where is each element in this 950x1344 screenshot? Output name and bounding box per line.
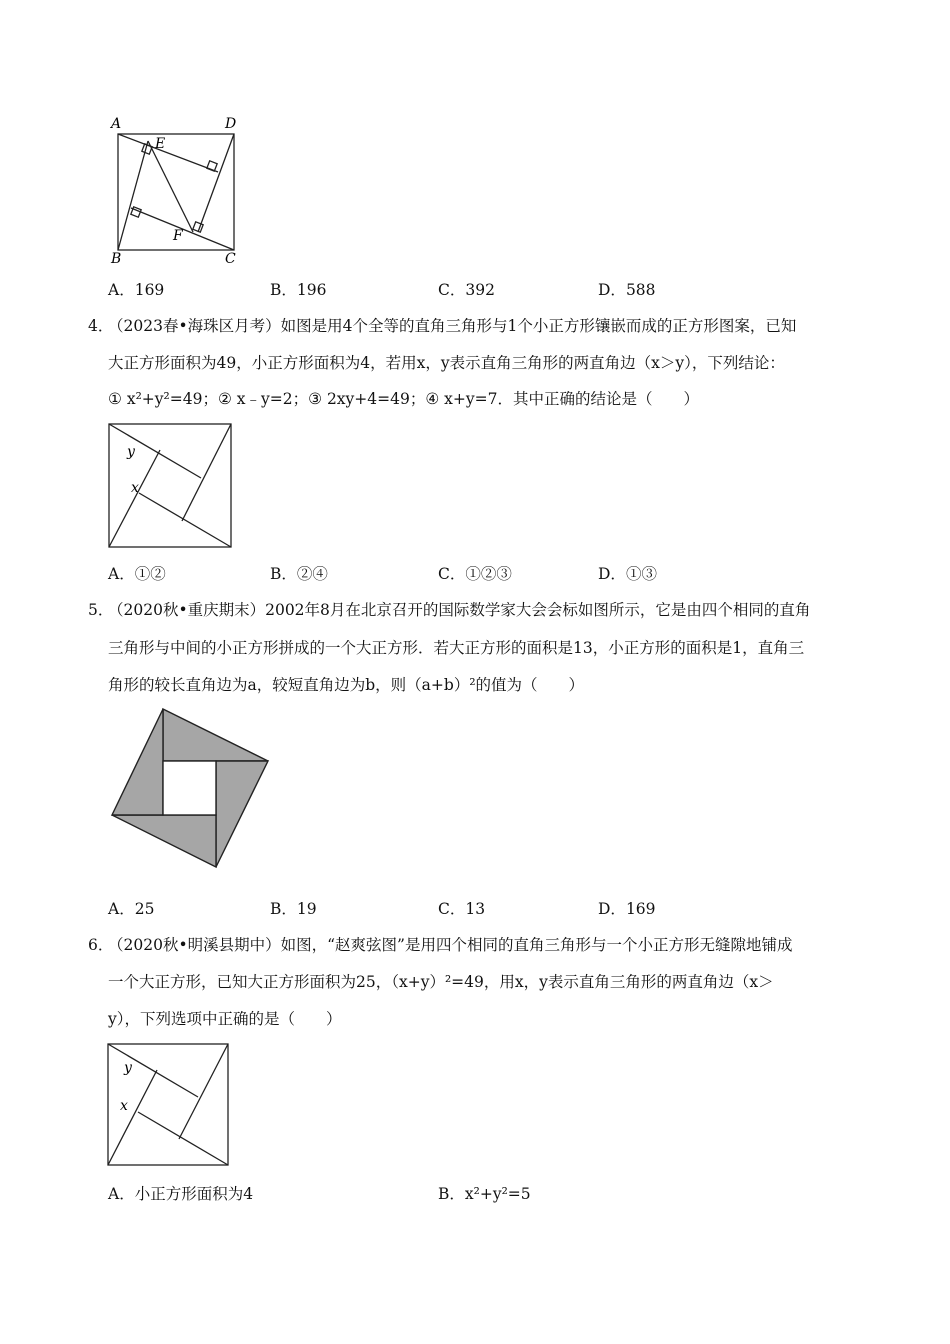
q6-line (108, 1070, 157, 1165)
q4-label-y: y (127, 444, 135, 460)
q5-figure (108, 705, 272, 869)
q5-option-d[interactable]: D．169 (598, 900, 656, 918)
q4-option-b[interactable]: B．②④ (270, 565, 328, 583)
q6-option-a[interactable]: A．小正方形面积为4 (108, 1185, 254, 1203)
q3-option-b[interactable]: B．196 (270, 281, 327, 299)
q5-option-c[interactable]: C．13 (438, 900, 486, 918)
q6-line (179, 1044, 228, 1139)
q3-option-c[interactable]: C．392 (438, 281, 495, 299)
q3-label-c: C (225, 251, 236, 267)
q3-right-angle (207, 161, 217, 171)
q6-line3: y），下列选项中正确的是（ ） (108, 1010, 342, 1028)
q4-big-square (109, 424, 231, 547)
q5-triangle-top (163, 709, 268, 761)
q5-triangle-bottom (112, 815, 216, 867)
q6-figure (106, 1042, 230, 1167)
q6-number: 6． (88, 936, 114, 954)
q4-option-c[interactable]: C．①②③ (438, 565, 512, 583)
q5-triangle-left (112, 709, 163, 815)
q4-source: （2023春•海珠区月考） (108, 317, 281, 335)
q3-line-eb (118, 141, 148, 250)
q6-label-x: x (120, 1098, 128, 1114)
q6-line (108, 1044, 198, 1097)
q5-small-square (163, 761, 216, 815)
q5-option-a[interactable]: A．25 (108, 900, 155, 918)
q3-label-d: D (225, 116, 237, 132)
q4-line (109, 450, 160, 547)
q4-line (182, 424, 231, 521)
q4-option-a[interactable]: A．①② (108, 565, 166, 583)
q4-label-x: x (131, 480, 139, 496)
q5-option-b[interactable]: B．19 (270, 900, 317, 918)
q5-line3: 角形的较长直角边为a，较短直角边为b，则（a+b）²的值为（ ） (108, 676, 585, 694)
q3-line-dg (198, 134, 234, 232)
q4-figure (107, 422, 233, 549)
q3-label-b: B (111, 251, 122, 267)
q3-line-ae (118, 134, 218, 172)
q3-label-a: A (111, 116, 122, 132)
q4-line (139, 493, 231, 547)
q3-label-e: E (155, 136, 166, 152)
q3-option-a[interactable]: A．169 (108, 281, 165, 299)
q6-line (138, 1112, 228, 1165)
q5-number: 5． (88, 601, 114, 619)
q3-label-f: F (173, 228, 183, 244)
q3-figure (105, 112, 255, 267)
q5-line2: 三角形与中间的小正方形拼成的一个大正方形．若大正方形的面积是13，小正方形的面积是1，直角三 (108, 639, 805, 657)
q4-option-d[interactable]: D．①③ (598, 565, 657, 583)
q4-line (109, 424, 201, 478)
q6-line2: 一个大正方形，已知大正方形面积为25，（x+y）²=49，用x，y表示直角三角形的两直角边（x＞ (108, 973, 774, 991)
q4-number: 4． (88, 317, 114, 335)
q4-line1: （2023春•海珠区月考）如图是用4个全等的直角三角形与1个小正方形镶嵌而成的正方形图案，已知 (108, 317, 797, 335)
q4-line2: 大正方形面积为49，小正方形面积为4，若用x，y表示直角三角形的两直角边（x＞y），下列结论： (108, 354, 785, 372)
q5-line1: （2020秋•重庆期末）2002年8月在北京召开的国际数学家大会会标如图所示，它是由四个相同的直角 (108, 601, 811, 619)
q6-option-b[interactable]: B．x²+y²=5 (438, 1185, 531, 1203)
q5-triangle-right (216, 761, 268, 867)
q4-line3: ① x²+y²=49；② x﹣y=2；③ 2xy+4=49；④ x+y=7．其中正确的结论是（ ） (108, 390, 700, 408)
q3-option-d[interactable]: D．588 (598, 281, 656, 299)
q6-label-y: y (124, 1060, 132, 1076)
q6-line1: （2020秋•明溪县期中）如图，“赵爽弦图”是用四个相同的直角三角形与一个小正方形无缝隙地铺成 (108, 936, 793, 954)
